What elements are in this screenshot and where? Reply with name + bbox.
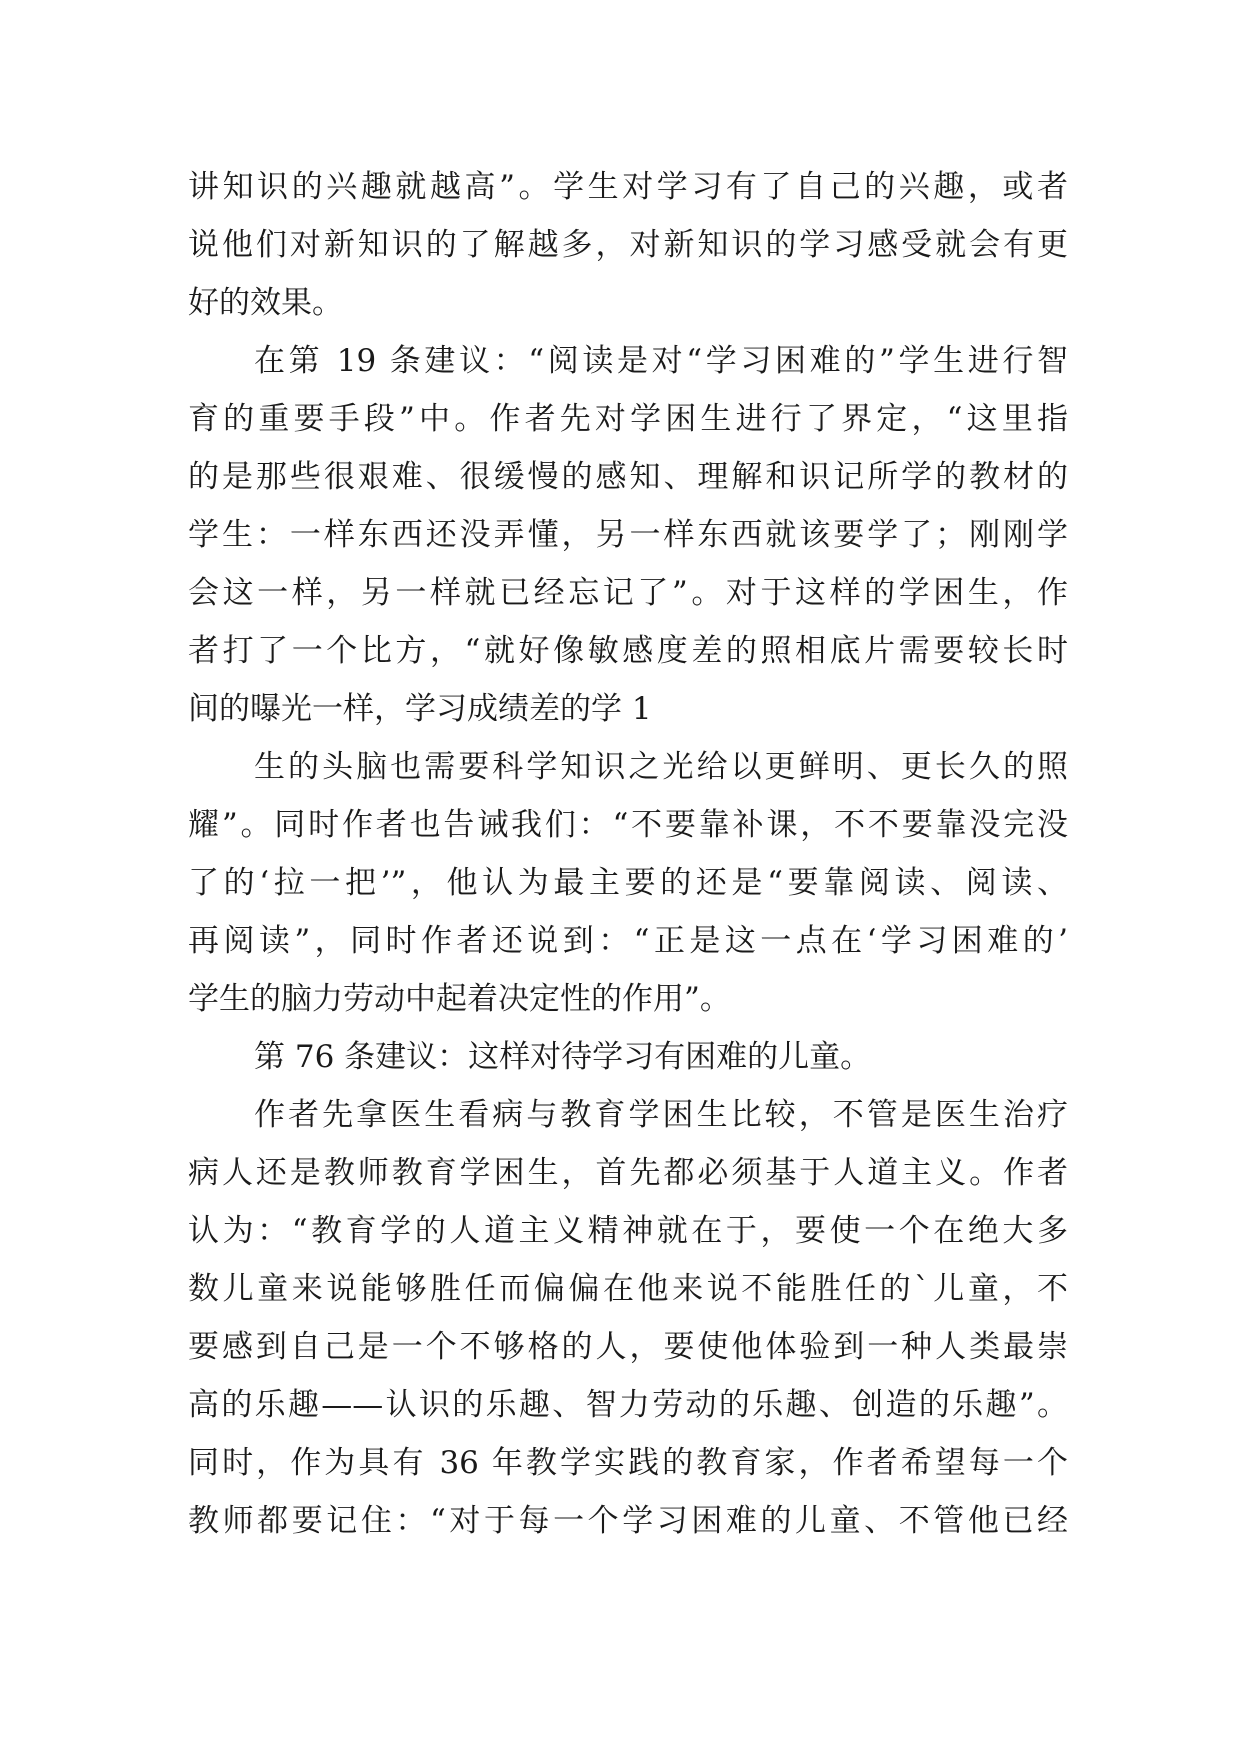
- text-line: 讲知识的兴趣就越高”。学生对学习有了自己的兴趣，或者: [188, 169, 1068, 205]
- text-line: 病人还是教师教育学困生，首先都必须基于人道主义。作者: [188, 1155, 1068, 1191]
- text-line: 会这一样，另一样就已经忘记了”。对于这样的学困生，作: [188, 575, 1068, 611]
- text-line: 学生的脑力劳动中起着决定性的作用”。: [188, 981, 731, 1017]
- text-line: 要感到自己是一个不够格的人，要使他体验到一种人类最崇: [188, 1329, 1068, 1365]
- text-line: 再阅读”，同时作者还说到：“正是这一点在‘学习困难的’: [188, 923, 1068, 959]
- text-line: 好的效果。: [188, 285, 343, 321]
- text-line: 学生：一样东西还没弄懂，另一样东西就该要学了；刚刚学: [188, 517, 1068, 553]
- text-line: 者打了一个比方，“就好像敏感度差的照相底片需要较长时: [188, 633, 1068, 669]
- body-text: [188, 158, 1068, 1550]
- text-line: 数儿童来说能够胜任而偏偏在他来说不能胜任的`儿童，不: [188, 1271, 1068, 1307]
- text-line: 第 76 条建议：这样对待学习有困难的儿童。: [254, 1039, 872, 1075]
- text-line: 耀”。同时作者也告诫我们：“不要靠补课，不不要靠没完没: [188, 807, 1068, 843]
- text-line: 生的头脑也需要科学知识之光给以更鲜明、更长久的照: [254, 749, 1068, 785]
- text-line: 作者先拿医生看病与教育学困生比较，不管是医生治疗: [254, 1097, 1068, 1133]
- text-line: 了的‘拉一把’”，他认为最主要的还是“要靠阅读、阅读、: [188, 865, 1068, 901]
- text-line: 的是那些很艰难、很缓慢的感知、理解和识记所学的教材的: [188, 459, 1068, 495]
- text-line: 同时，作为具有 36 年教学实践的教育家，作者希望每一个: [188, 1445, 1068, 1481]
- text-line: 教师都要记住：“对于每一个学习困难的儿童、不管他已经: [188, 1503, 1068, 1539]
- text-line: 高的乐趣——认识的乐趣、智力劳动的乐趣、创造的乐趣”。: [188, 1387, 1068, 1423]
- text-line: 育的重要手段”中。作者先对学困生进行了界定，“这里指: [188, 401, 1068, 437]
- text-line: 说他们对新知识的了解越多，对新知识的学习感受就会有更: [188, 227, 1068, 263]
- text-line: 在第 19 条建议：“阅读是对“学习困难的”学生进行智: [254, 343, 1068, 379]
- text-line: 间的曝光一样，学习成绩差的学 1: [188, 691, 652, 727]
- text-line: 认为：“教育学的人道主义精神就在于，要使一个在绝大多: [188, 1213, 1068, 1249]
